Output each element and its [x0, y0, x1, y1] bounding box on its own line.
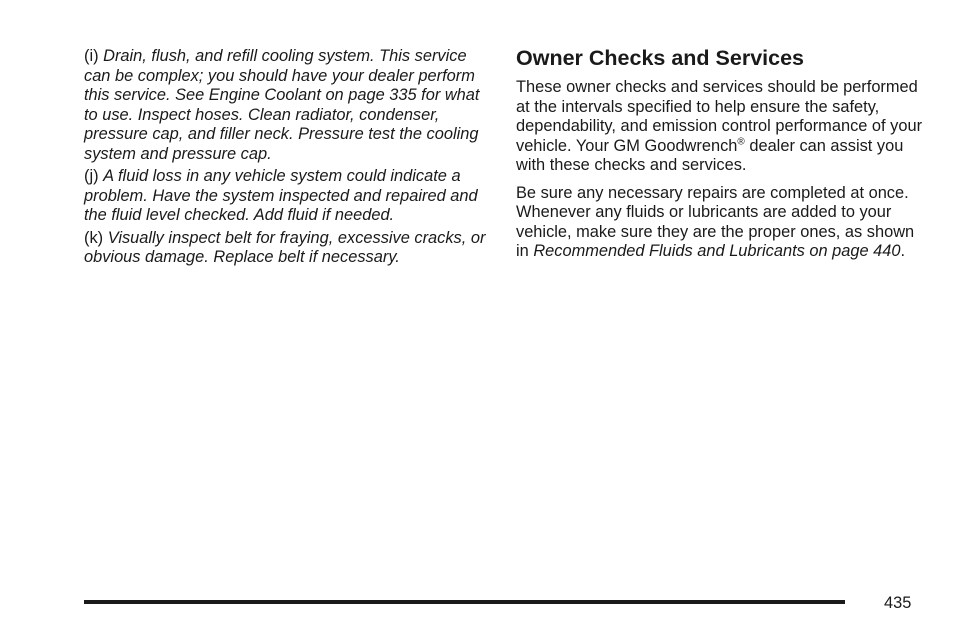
- footnote-text: A fluid loss in any vehicle system could indicate a problem. Have the system inspected and repaired and the fluid level checked. Add fluid if needed.: [84, 167, 478, 224]
- footnote-label: (i): [84, 47, 99, 65]
- intro-paragraph: [516, 78, 926, 176]
- page-number: 435: [884, 594, 912, 612]
- footnote-j: [84, 167, 489, 226]
- footer-rule: [84, 600, 845, 604]
- footnote-i: [84, 47, 489, 164]
- owner-checks-section: [516, 45, 926, 270]
- repairs-paragraph: [516, 184, 926, 262]
- fluids-reference: Recommended Fluids and Lubricants on page 440: [533, 242, 901, 260]
- footnote-k: [84, 229, 489, 268]
- intro-text-end: dealer can assist you with these checks and services.: [516, 136, 904, 174]
- intro-text: These owner checks and services should be performed at the intervals specified to help ensure the safety, dependability, and emission control performance of your vehicle. Your GM Goodwrench: [516, 78, 923, 155]
- repairs-text: Be sure any necessary repairs are completed at once. Whenever any fluids or lubricants are added to your vehicle, make sure they are the proper ones, as shown in: [516, 183, 915, 260]
- maintenance-footnotes: [84, 47, 489, 271]
- footnote-label: (j): [84, 167, 99, 185]
- repairs-text-end: .: [900, 242, 906, 260]
- footnote-label: (k): [84, 228, 104, 247]
- section-heading: Owner Checks and Services: [516, 46, 805, 70]
- footnote-text: Drain, flush, and refill cooling system. This service can be complex; you should have your dealer perform this service. See Engine Coolant on page 335 for what to use. Inspect hoses. Clean radiator, condenser, pressure cap, and filler neck. Pressure test the cooling system and pressure cap.: [84, 47, 480, 163]
- footnote-text: Visually inspect belt for fraying, excessive cracks, or obvious damage. Replace belt if necessary.: [84, 228, 486, 266]
- registered-mark: ®: [737, 136, 745, 148]
